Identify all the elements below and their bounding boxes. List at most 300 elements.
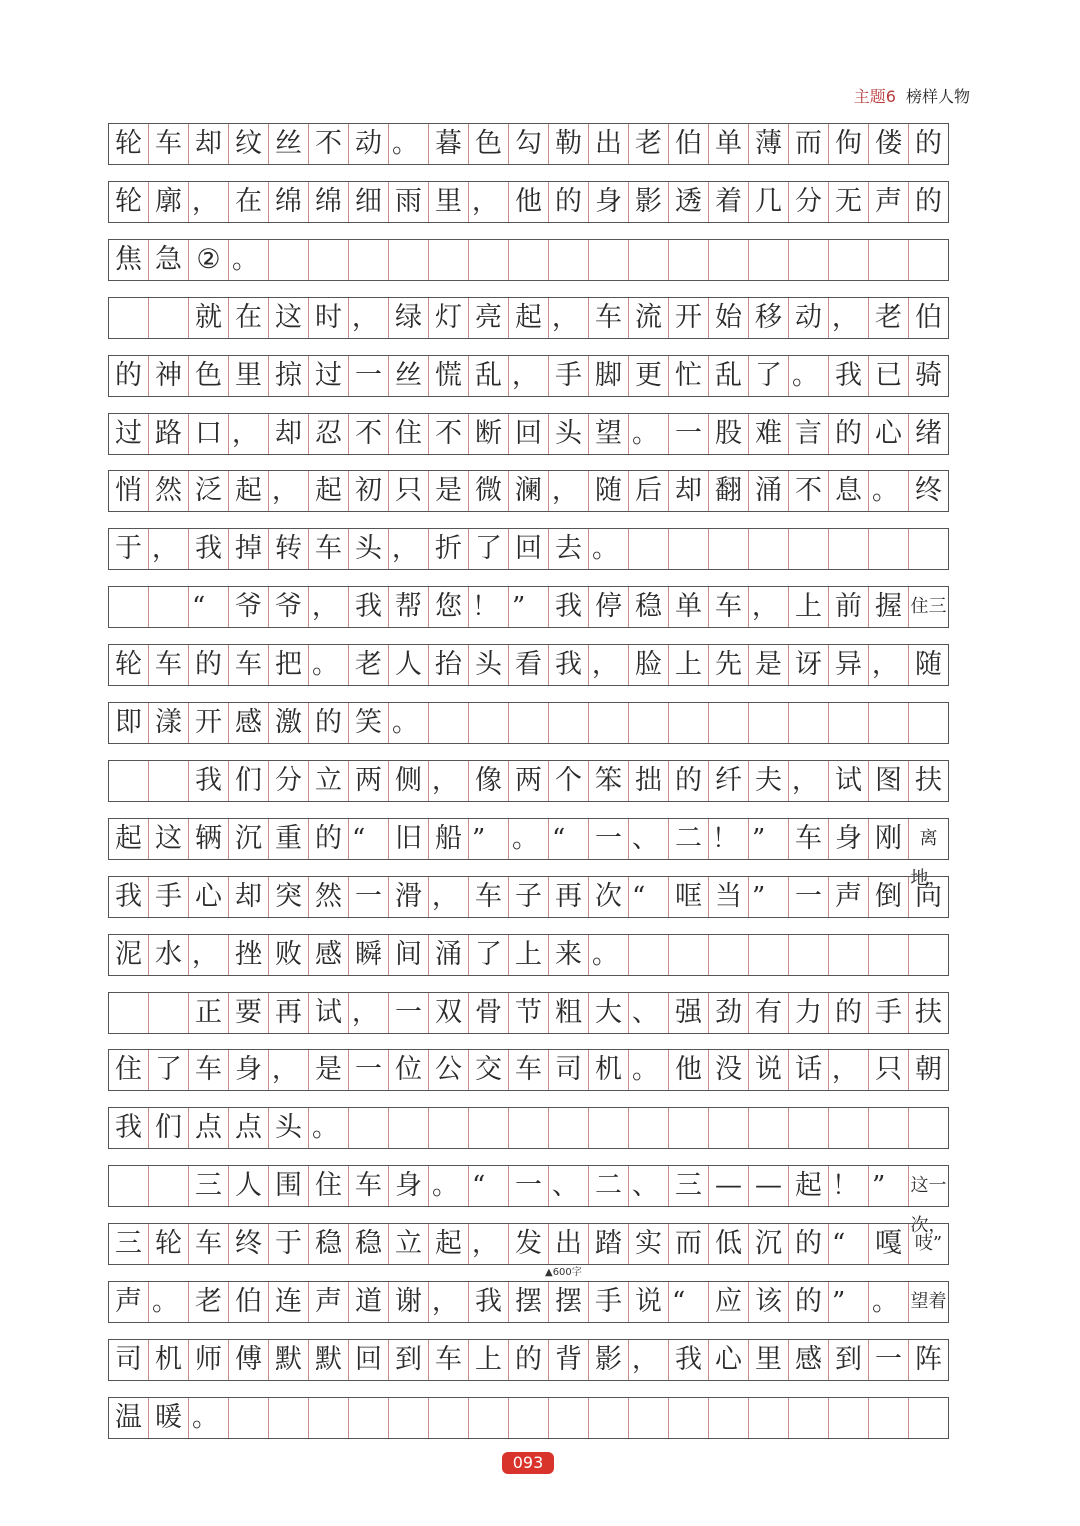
grid-cell: 勒 [549, 124, 589, 164]
grid-cell: 的 [669, 761, 709, 801]
grid-cell: ， [349, 993, 389, 1033]
grid-cell: 断 [469, 414, 509, 454]
grid-cell: 慌 [429, 356, 469, 396]
grid-cell: 阵 [909, 1340, 949, 1380]
grid-cell: ， [789, 761, 829, 801]
grid-cell: 更 [629, 356, 669, 396]
grid-row [108, 760, 949, 802]
grid-cell: 掉 [229, 529, 269, 569]
grid-cell: 激 [269, 703, 309, 743]
grid-cell: 转 [269, 529, 309, 569]
grid-cell: 而 [669, 1224, 709, 1264]
grid-cell: 车 [189, 1224, 229, 1264]
grid-cell: 三 [669, 1166, 709, 1206]
grid-cell: 上 [669, 645, 709, 685]
grid-cell [749, 1398, 789, 1438]
grid-cell [669, 529, 709, 569]
grid-cell [829, 1398, 869, 1438]
grid-cell: 偻 [869, 124, 909, 164]
grid-cell: 一 [789, 877, 829, 917]
grid-cell: 车 [149, 124, 189, 164]
grid-cell [909, 1108, 949, 1148]
grid-cell [669, 1108, 709, 1148]
grid-cell: 拙 [629, 761, 669, 801]
grid-cell [629, 529, 669, 569]
grid-cell [629, 935, 669, 975]
grid-cell: 侧 [389, 761, 429, 801]
grid-cell: 心 [189, 877, 229, 917]
grid-cell: ， [269, 471, 309, 511]
grid-cell: 却 [229, 877, 269, 917]
grid-cell: 背 [549, 1340, 589, 1380]
grid-cell: 我 [469, 1282, 509, 1322]
grid-cell: 却 [189, 124, 229, 164]
grid-cell: 连 [269, 1282, 309, 1322]
grid-cell: 立 [389, 1224, 429, 1264]
grid-row [108, 297, 949, 339]
grid-cell [709, 935, 749, 975]
grid-cell: 了 [749, 356, 789, 396]
grid-cell: 回 [349, 1340, 389, 1380]
grid-cell: 始 [709, 298, 749, 338]
grid-cell: 。 [589, 529, 629, 569]
grid-cell: ， [869, 645, 909, 685]
grid-cell: 翻 [709, 471, 749, 511]
grid-cell [549, 1398, 589, 1438]
grid-cell: 股 [709, 414, 749, 454]
grid-cell: 。 [149, 1282, 189, 1322]
grid-cell: 突 [269, 877, 309, 917]
grid-cell: 感 [789, 1340, 829, 1380]
grid-cell: 子 [509, 877, 549, 917]
grid-cell: 绵 [309, 182, 349, 222]
grid-cell: “ [549, 819, 589, 859]
grid-cell [829, 529, 869, 569]
grid-cell: 。 [309, 1108, 349, 1148]
grid-cell: 。 [229, 240, 269, 280]
grid-cell: 。 [429, 1166, 469, 1206]
grid-cell [109, 587, 149, 627]
grid-cell: 默 [309, 1340, 349, 1380]
grid-cell [869, 935, 909, 975]
grid-cell: “ [349, 819, 389, 859]
grid-cell: 摆 [549, 1282, 589, 1322]
grid-cell: 言 [789, 414, 829, 454]
grid-cell: ， [149, 529, 189, 569]
grid-cell [429, 240, 469, 280]
grid-cell: 一 [349, 1050, 389, 1090]
grid-cell: 声 [109, 1282, 149, 1322]
grid-cell: “ [629, 877, 669, 917]
grid-cell: 嘎 [869, 1224, 909, 1264]
grid-cell: 只 [869, 1050, 909, 1090]
grid-cell: 雨 [389, 182, 429, 222]
grid-cell [829, 240, 869, 280]
grid-cell: 轮 [109, 645, 149, 685]
grid-cell: 他 [669, 1050, 709, 1090]
grid-cell: 时 [309, 298, 349, 338]
grid-cell: 脸 [629, 645, 669, 685]
grid-cell: 哐 [669, 877, 709, 917]
grid-cell: 难 [749, 414, 789, 454]
grid-cell: ， [829, 298, 869, 338]
grid-cell: 。 [629, 1050, 669, 1090]
grid-cell: ， [829, 1050, 869, 1090]
grid-cell: 这 [149, 819, 189, 859]
grid-cell: ， [429, 877, 469, 917]
grid-cell: ， [469, 1224, 509, 1264]
grid-cell: 只 [389, 471, 429, 511]
grid-cell [149, 298, 189, 338]
grid-cell: 这 [269, 298, 309, 338]
grid-cell: 握 [869, 587, 909, 627]
grid-cell: 这一次， [909, 1166, 949, 1206]
grid-cell: 在 [229, 182, 269, 222]
grid-cell [829, 1108, 869, 1148]
grid-cell [829, 935, 869, 975]
grid-cell: 试 [309, 993, 349, 1033]
grid-cell: “ [829, 1224, 869, 1264]
grid-cell: 出 [589, 124, 629, 164]
grid-cell [869, 529, 909, 569]
grid-cell: ！ [829, 1166, 869, 1206]
grid-cell: 没 [709, 1050, 749, 1090]
grid-cell: 。 [869, 471, 909, 511]
grid-cell: 感 [309, 935, 349, 975]
grid-cell [269, 240, 309, 280]
grid-cell: 澜 [509, 471, 549, 511]
grid-cell [589, 1108, 629, 1148]
grid-cell: 里 [749, 1340, 789, 1380]
grid-cell [469, 1108, 509, 1148]
grid-cell [749, 1108, 789, 1148]
grid-cell: 摆 [509, 1282, 549, 1322]
grid-cell: 折 [429, 529, 469, 569]
grid-cell: 手 [149, 877, 189, 917]
grid-cell: 息 [829, 471, 869, 511]
grid-cell: 讶 [789, 645, 829, 685]
grid-cell: 。 [629, 414, 669, 454]
grid-cell: 的 [189, 645, 229, 685]
grid-cell: 我 [669, 1340, 709, 1380]
grid-cell: 该 [749, 1282, 789, 1322]
grid-cell: 已 [869, 356, 909, 396]
grid-cell: 透 [669, 182, 709, 222]
grid-cell: 焦 [109, 240, 149, 280]
grid-cell: 。 [389, 124, 429, 164]
grid-cell: 老 [629, 124, 669, 164]
grid-cell: ， [349, 298, 389, 338]
grid-cell: ， [189, 182, 229, 222]
grid-cell: 车 [429, 1340, 469, 1380]
grid-cell: ” [749, 877, 789, 917]
grid-cell: 路 [149, 414, 189, 454]
grid-cell: 。 [389, 703, 429, 743]
grid-cell: 不 [309, 124, 349, 164]
grid-cell: 头 [469, 645, 509, 685]
grid-cell: 的 [789, 1224, 829, 1264]
grid-cell [749, 529, 789, 569]
grid-cell [869, 240, 909, 280]
grid-cell: 爷 [269, 587, 309, 627]
grid-cell: 车 [469, 877, 509, 917]
grid-cell [389, 1398, 429, 1438]
grid-cell: 泛 [189, 471, 229, 511]
grid-cell: 看 [509, 645, 549, 685]
grid-cell: 前 [829, 587, 869, 627]
grid-cell: 三 [109, 1224, 149, 1264]
grid-cell: ” [829, 1282, 869, 1322]
grid-row [108, 528, 949, 570]
grid-cell: 急 [149, 240, 189, 280]
grid-cell: “ [669, 1282, 709, 1322]
grid-cell: 异 [829, 645, 869, 685]
grid-cell: 倒 [869, 877, 909, 917]
grid-cell: 住 [109, 1050, 149, 1090]
grid-cell: 微 [469, 471, 509, 511]
grid-cell: 涌 [749, 471, 789, 511]
grid-cell: 稳 [309, 1224, 349, 1264]
grid-cell [789, 703, 829, 743]
grid-cell: 一 [589, 819, 629, 859]
grid-cell [709, 1108, 749, 1148]
grid-cell [149, 587, 189, 627]
grid-cell [349, 1108, 389, 1148]
grid-cell: 的 [909, 124, 949, 164]
grid-row [108, 123, 949, 165]
grid-cell [629, 1398, 669, 1438]
grid-cell: 终 [229, 1224, 269, 1264]
grid-cell: 去 [549, 529, 589, 569]
grid-cell: 我 [189, 761, 229, 801]
grid-cell: 伯 [229, 1282, 269, 1322]
grid-cell: 的 [909, 182, 949, 222]
theme-title: 榜样人物 [905, 87, 970, 106]
grid-cell: 一 [669, 414, 709, 454]
grid-cell: 手 [589, 1282, 629, 1322]
grid-cell: 涌 [429, 935, 469, 975]
grid-cell: 人 [229, 1166, 269, 1206]
grid-cell: 爷 [229, 587, 269, 627]
grid-cell: 不 [349, 414, 389, 454]
grid-cell [789, 240, 829, 280]
grid-cell: 亮 [469, 298, 509, 338]
grid-row [108, 586, 949, 628]
grid-cell [629, 240, 669, 280]
grid-cell: 来 [549, 935, 589, 975]
grid-cell: ” [869, 1166, 909, 1206]
grid-cell: 车 [349, 1166, 389, 1206]
grid-cell [469, 240, 509, 280]
grid-cell: 到 [829, 1340, 869, 1380]
grid-cell: 掠 [269, 356, 309, 396]
grid-cell: 稳 [349, 1224, 389, 1264]
grid-cell: 。 [509, 819, 549, 859]
grid-cell: 初 [349, 471, 389, 511]
grid-cell: 骨 [469, 993, 509, 1033]
grid-cell: 佝 [829, 124, 869, 164]
grid-cell: 停 [589, 587, 629, 627]
grid-cell: 二 [669, 819, 709, 859]
grid-cell: 住 [389, 414, 429, 454]
grid-cell [109, 993, 149, 1033]
grid-cell: 上 [509, 935, 549, 975]
grid-cell: 的 [509, 1340, 549, 1380]
grid-cell: 旧 [389, 819, 429, 859]
grid-cell [789, 1398, 829, 1438]
grid-cell: 是 [749, 645, 789, 685]
grid-cell: 身 [389, 1166, 429, 1206]
grid-cell: ， [269, 1050, 309, 1090]
grid-cell: 后 [629, 471, 669, 511]
grid-cell: 应 [709, 1282, 749, 1322]
grid-cell: 起 [509, 298, 549, 338]
grid-cell [709, 240, 749, 280]
grid-cell: 轮 [149, 1224, 189, 1264]
grid-cell: 我 [549, 645, 589, 685]
grid-cell: 。 [589, 935, 629, 975]
grid-cell: 身 [829, 819, 869, 859]
grid-cell: 个 [549, 761, 589, 801]
grid-cell [589, 703, 629, 743]
grid-cell: 一 [509, 1166, 549, 1206]
grid-cell [869, 1108, 909, 1148]
grid-cell [909, 1398, 949, 1438]
grid-cell: 次 [589, 877, 629, 917]
grid-cell [389, 1108, 429, 1148]
grid-cell: 的 [309, 819, 349, 859]
grid-cell: 漾 [149, 703, 189, 743]
grid-cell: 口 [189, 414, 229, 454]
grid-cell: 扶 [909, 993, 949, 1033]
grid-cell [669, 1398, 709, 1438]
grid-cell: 伯 [669, 124, 709, 164]
grid-cell [549, 703, 589, 743]
grid-cell: 车 [309, 529, 349, 569]
grid-cell: 忙 [669, 356, 709, 396]
grid-cell [469, 703, 509, 743]
grid-cell: 起 [309, 471, 349, 511]
grid-cell: 强 [669, 993, 709, 1033]
grid-cell [669, 240, 709, 280]
grid-cell [109, 1166, 149, 1206]
grid-cell: 船 [429, 819, 469, 859]
grid-cell: 上 [469, 1340, 509, 1380]
grid-cell: 于 [269, 1224, 309, 1264]
grid-cell: 双 [429, 993, 469, 1033]
grid-cell: — [709, 1166, 749, 1206]
grid-cell: 一 [349, 356, 389, 396]
grid-cell: 图 [869, 761, 909, 801]
grid-cell: 车 [149, 645, 189, 685]
grid-cell: 绵 [269, 182, 309, 222]
grid-cell: 师 [189, 1340, 229, 1380]
grid-cell: ， [469, 182, 509, 222]
grid-cell: 点 [229, 1108, 269, 1148]
grid-cell [909, 935, 949, 975]
grid-cell: 们 [229, 761, 269, 801]
grid-cell [669, 935, 709, 975]
grid-cell: 力 [789, 993, 829, 1033]
grid-cell: 车 [189, 1050, 229, 1090]
grid-cell: ， [309, 587, 349, 627]
grid-cell: 人 [389, 645, 429, 685]
grid-cell: 向 [909, 877, 949, 917]
grid-cell: 、 [629, 819, 669, 859]
grid-cell: 车 [509, 1050, 549, 1090]
grid-cell: ， [189, 935, 229, 975]
grid-cell: 再 [549, 877, 589, 917]
grid-cell: 踏 [589, 1224, 629, 1264]
grid-cell: ， [429, 1282, 469, 1322]
grid-cell: 起 [109, 819, 149, 859]
grid-cell: 声 [869, 182, 909, 222]
grid-cell: ， [509, 356, 549, 396]
grid-cell: 司 [109, 1340, 149, 1380]
grid-cell: 影 [629, 182, 669, 222]
grid-cell: ② [189, 240, 229, 280]
grid-cell [509, 703, 549, 743]
grid-cell: “ [189, 587, 229, 627]
grid-cell: 忍 [309, 414, 349, 454]
grid-cell: 一 [349, 877, 389, 917]
grid-cell: 、 [629, 1166, 669, 1206]
grid-cell: 然 [149, 471, 189, 511]
grid-cell [429, 1398, 469, 1438]
grid-cell [669, 703, 709, 743]
grid-row [108, 702, 949, 744]
grid-cell [829, 703, 869, 743]
grid-cell: 里 [429, 182, 469, 222]
grid-cell: 心 [869, 414, 909, 454]
grid-cell: 纹 [229, 124, 269, 164]
grid-cell: “ [469, 1166, 509, 1206]
grid-cell: 道 [349, 1282, 389, 1322]
grid-cell: 随 [589, 471, 629, 511]
grid-cell: 纤 [709, 761, 749, 801]
grid-cell: 。 [189, 1398, 229, 1438]
grid-cell: 单 [669, 587, 709, 627]
grid-cell: 灯 [429, 298, 469, 338]
grid-cell [109, 298, 149, 338]
grid-cell: 头 [269, 1108, 309, 1148]
grid-cell: 要 [229, 993, 269, 1033]
grid-cell: 丝 [389, 356, 429, 396]
grid-cell [749, 703, 789, 743]
grid-cell: ， [229, 414, 269, 454]
grid-row [108, 1281, 949, 1323]
grid-cell: ” [509, 587, 549, 627]
grid-cell: 了 [469, 935, 509, 975]
grid-cell: 车 [589, 298, 629, 338]
grid-cell [429, 703, 469, 743]
grid-cell: 两 [349, 761, 389, 801]
grid-cell: 无 [829, 182, 869, 222]
grid-cell: 败 [269, 935, 309, 975]
grid-row [108, 1339, 949, 1381]
grid-cell: — [749, 1166, 789, 1206]
grid-cell: 正 [189, 993, 229, 1033]
grid-cell: 手 [869, 993, 909, 1033]
grid-cell: 滑 [389, 877, 429, 917]
grid-cell: 而 [789, 124, 829, 164]
grid-cell: ” [469, 819, 509, 859]
grid-cell: 轮 [109, 124, 149, 164]
grid-cell: 水 [149, 935, 189, 975]
grid-cell [789, 529, 829, 569]
grid-cell: 移 [749, 298, 789, 338]
grid-cell: 发 [509, 1224, 549, 1264]
